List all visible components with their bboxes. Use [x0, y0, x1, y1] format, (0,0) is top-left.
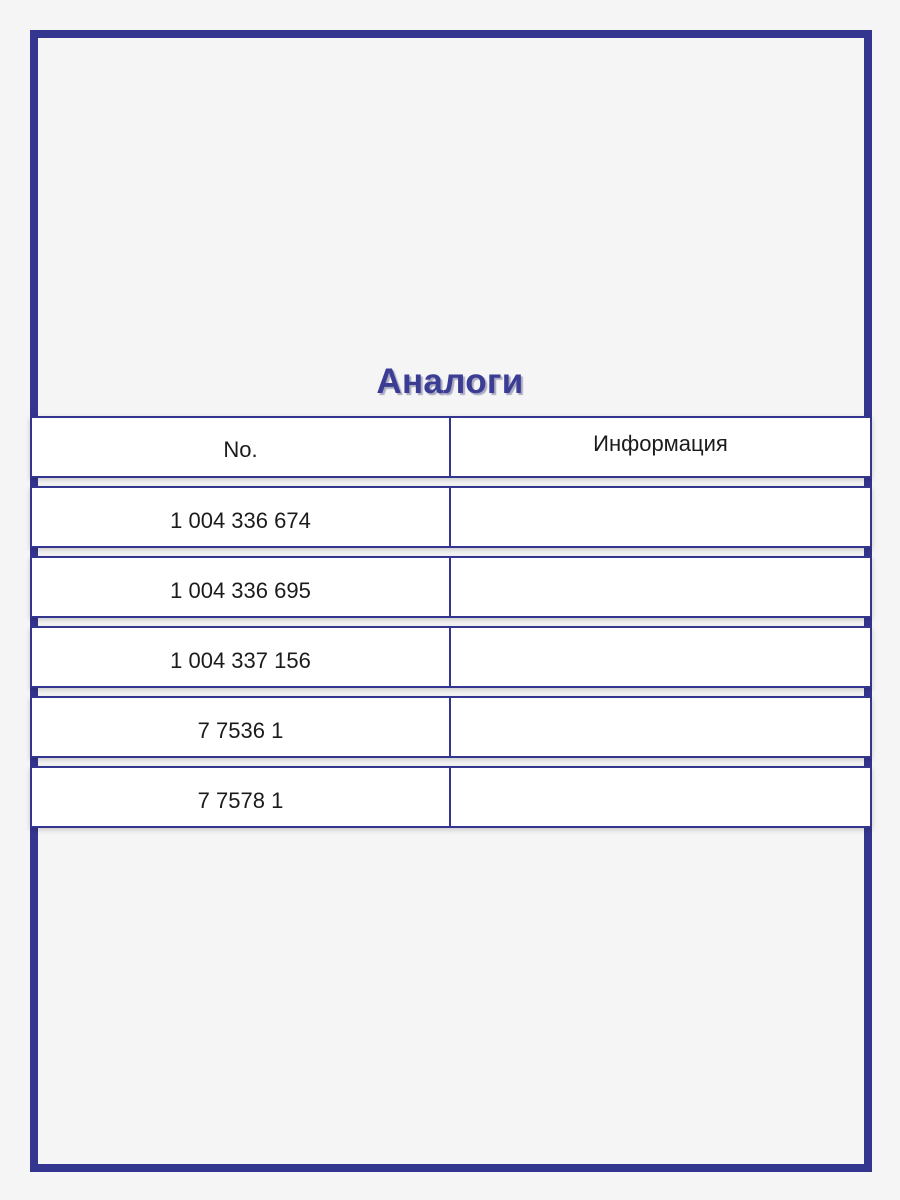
column-header-number: No.	[30, 416, 451, 478]
info-cell	[451, 766, 872, 828]
part-number-cell: 1 004 337 156	[30, 626, 451, 688]
table-row	[30, 766, 872, 828]
page-title: Аналоги	[376, 362, 524, 401]
part-number-cell: 1 004 336 674	[30, 486, 451, 548]
table-row	[30, 486, 872, 548]
part-number-cell: 7 7536 1	[30, 696, 451, 758]
info-cell	[451, 626, 872, 688]
table-row	[30, 626, 872, 688]
table-row	[30, 556, 872, 618]
table-row	[30, 696, 872, 758]
part-number-cell: 1 004 336 695	[30, 556, 451, 618]
info-cell	[451, 556, 872, 618]
part-number-cell: 7 7578 1	[30, 766, 451, 828]
info-cell	[451, 486, 872, 548]
column-header-info: Информация	[451, 416, 872, 478]
info-cell	[451, 696, 872, 758]
table-header-row	[30, 416, 872, 478]
